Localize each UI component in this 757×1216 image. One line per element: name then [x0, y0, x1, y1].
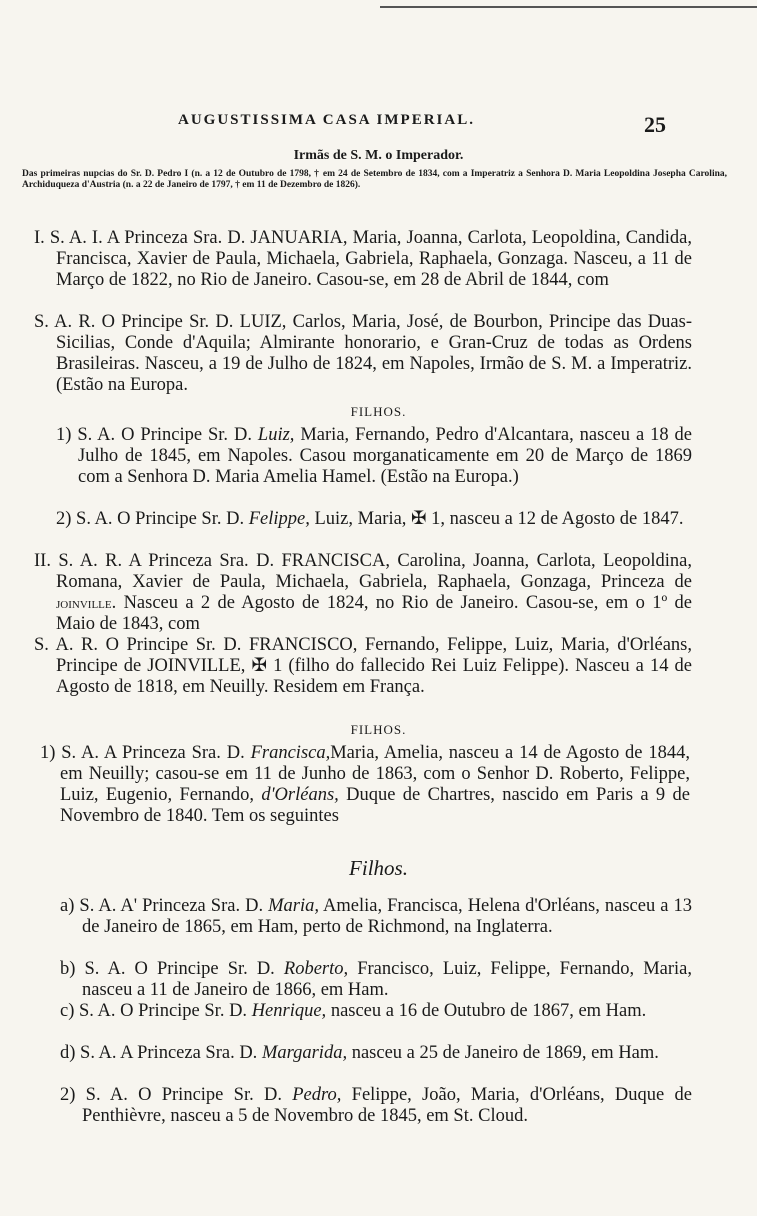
- text: Luiz, Maria, ✠ 1, nasceu a 12 de Agosto de 1847.: [309, 509, 684, 529]
- list-item-roberto: [60, 959, 692, 1001]
- list-item-margarida: [60, 1043, 692, 1064]
- italic-name: Roberto,: [283, 959, 349, 979]
- text: nasceu a 16 de Outubro de 1867, em Ham.: [326, 1001, 647, 1021]
- filhos-heading-1: FILHOS.: [350, 404, 407, 419]
- text: Felippe, João, Maria, d'Orléans, Duque de Penthièvre, nasceu a 5 de Novembro de 1845, em St. Cloud.: [82, 1085, 692, 1126]
- paragraph-januaria: I. S. A. I. A Princeza Sra. D. JANUARIA, Maria, Joanna, Carlota, Leopoldina, Candida, Francisca, Xavier de Paula, Michaela, Gabriela, Raphaela, Gonzaga. Nasceu, a 11 de Março de 1822, no Rio de Janeiro. Casou-se, em 28 de Abril de 1844, com: [34, 228, 692, 290]
- list-item-francisca-filha: [40, 743, 690, 827]
- text: d) S. A. A Princeza Sra. D.: [60, 1043, 262, 1063]
- list-item-felippe: [56, 509, 692, 530]
- list-item-henrique: [60, 1001, 692, 1022]
- page-title: AUGUSTISSIMA CASA IMPERIAL.: [178, 112, 475, 128]
- page-number: 25: [644, 112, 666, 137]
- paragraph-luiz: S. A. R. O Principe Sr. D. LUIZ, Carlos, Maria, José, de Bourbon, Principe das Duas-Sicilias, Conde d'Aquila; Almirante honorario, e Gran-Cruz de todas as Ordens Brasileiras. Nasceu, a 19 de Julho de 1824, em Napoles, Irmão de S. M. a Imperatriz. (Estão na Europa.: [34, 312, 692, 395]
- paragraph-francisca: [34, 551, 692, 635]
- italic-name: Maria,: [268, 896, 320, 916]
- italic-name: d'Orléans,: [261, 785, 339, 805]
- text: 1) S. A. O Principe Sr. D.: [56, 425, 258, 445]
- text: c) S. A. O Principe Sr. D.: [60, 1001, 252, 1021]
- filhos-heading-2: FILHOS.: [350, 722, 407, 737]
- text: Francisco, Luiz, Felippe, Fernando, Maria, nasceu a 11 de Janeiro de 1866, em Ham.: [82, 959, 692, 1000]
- italic-name: Felippe,: [248, 509, 310, 529]
- list-item-pedro: [60, 1085, 692, 1127]
- text: Duque de Chartres, nascido em Paris a 9 de Novembro de 1840. Tem os seguintes: [60, 785, 690, 826]
- text: . Nasceu a 2 de Agosto de 1824, no Rio de Janeiro. Casou-se, em o 1º de Maio de 1843, com: [56, 593, 692, 634]
- italic-name: Francisca,: [250, 743, 331, 763]
- top-rule: [380, 6, 757, 8]
- footnote-intro: Das primeiras nupcias do Sr. D. Pedro I (n. a 12 de Outubro de 1798, † em 24 de Setembro de 1834, com a Imperatriz a Senhora D. Maria Leopoldina Josepha Carolina, Archiduqueza d'Austria (n. a 22 de Janeiro de 1797, † em 11 de Dezembro de 1826).: [22, 169, 727, 190]
- text: 1) S. A. A Princeza Sra. D.: [40, 743, 251, 763]
- text: Amelia, Francisca, Helena d'Orléans, nasceu a 13 de Janeiro de 1865, em Ham, perto de Richmond, na Inglaterra.: [82, 896, 692, 937]
- small-caps-text: joinville: [56, 595, 112, 612]
- filhos-heading-3: Filhos.: [349, 856, 408, 880]
- text: 2) S. A. O Principe Sr. D.: [60, 1085, 293, 1105]
- text: nasceu a 25 de Janeiro de 1869, em Ham.: [347, 1043, 659, 1063]
- text: a) S. A. A' Princeza Sra. D.: [60, 896, 269, 916]
- italic-name: Margarida,: [261, 1043, 348, 1063]
- text: II. S. A. R. A Princeza Sra. D. FRANCISCA, Carolina, Joanna, Carlota, Leopoldina, Romana, Xavier de Paula, Michaela, Gabriela, Raphaela, Gonzaga, Princeza de: [34, 551, 692, 592]
- paragraph-francisco: S. A. R. O Principe Sr. D. FRANCISCO, Fernando, Felippe, Luiz, Maria, d'Orléans, Principe de JOINVILLE, ✠ 1 (filho do fallecido Rei Luiz Felippe). Nasceu a 14 de Agosto de 1818, em Neuilly. Residem em França.: [34, 635, 692, 697]
- section-subtitle: Irmãs de S. M. o Imperador.: [293, 148, 464, 163]
- italic-name: Henrique,: [251, 1001, 327, 1021]
- list-item-luiz-filho: [56, 425, 692, 488]
- text: 2) S. A. O Principe Sr. D.: [56, 509, 249, 529]
- text: Maria, Amelia, nasceu a 14 de Agosto de 1844, em Neuilly; casou-se em 11 de Junho de 1863, com o Senhor D. Roberto, Felippe, Luiz, Eugenio, Fernando,: [60, 743, 691, 805]
- text: Maria, Fernando, Pedro d'Alcantara, nasceu a 18 de Julho de 1845, em Napoles. Casou morganaticamente em 20 de Março de 1869 com a Senhora D. Maria Amelia Hamel. (Estão na Europa.): [78, 425, 692, 487]
- italic-name: Pedro,: [292, 1085, 342, 1105]
- italic-name: Luiz,: [257, 425, 295, 445]
- text: b) S. A. O Principe Sr. D.: [60, 959, 284, 979]
- list-item-maria: [60, 896, 692, 938]
